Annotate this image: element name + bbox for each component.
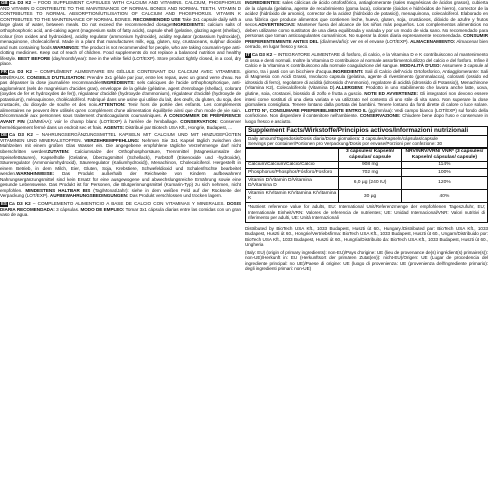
section-heading: INGRÉDIENTS:	[102, 80, 135, 86]
label-section-gb	[0, 0, 241, 67]
language-flag-badge: IT	[246, 51, 250, 57]
section-heading: ALMACENAMIENTO:	[410, 38, 456, 44]
facts-cell-amount: 702 mg	[339, 169, 401, 177]
section-body: Tomar 3x1 cápsula diarias entre las comidas con un gran vaso de agua.	[0, 206, 242, 218]
section-heading: INGREDIENTI:	[332, 68, 364, 74]
section-heading: BEST BEFORE	[17, 55, 51, 61]
section-body: The product is not recommended for people, who are taking coumarin-type anti-clotting medicines. Keep out of reach of children. Food supplements do not replace a balanced nutrition and healthy lifestyle.	[0, 44, 241, 61]
section-heading: ADVERTENCIAS:	[258, 22, 296, 28]
section-heading: CONSERVATION:	[180, 118, 218, 124]
language-flag-badge: FR	[1, 68, 7, 74]
facts-cell-nrv: 40%	[401, 190, 487, 203]
section-heading: MODO DE EMPLEO:	[80, 206, 125, 212]
label-section-text	[245, 0, 488, 50]
section-body: (gg/mm/aa): Vedi campo bianco (LOT/EXP) sul fondo della confezione. Non disperdere il contenitore nell'ambiente.	[245, 107, 488, 119]
facts-cell-nrv: 114%	[401, 161, 487, 169]
section-body: Prodotto in uno stabilimento che lavora anche latte, uova, glutine, soia, crostacei, biossido di zolfo e frutta a guscio.	[245, 85, 488, 96]
section-heading: AGENTS:	[103, 124, 125, 130]
section-heading: AUFBEWAHRUNGSBEDINGUNGEN:	[49, 193, 129, 199]
section-heading: VERZEHREMPFEHLUNG:	[84, 137, 140, 143]
facts-header-amount: 3 capsules/ Kapseln/ cápsulas/ capsule	[339, 148, 401, 161]
section-heading: NOTE ED AVVERTENZE:	[364, 91, 419, 96]
section-heading: WARNHINWEISE:	[16, 171, 55, 177]
product-name: Ca D3 K2	[8, 68, 32, 74]
facts-cell-nrv: 120%	[401, 177, 487, 190]
facts-cell-amount: 6,0 µg (240 IU)	[339, 177, 401, 190]
facts-grid	[246, 148, 487, 203]
section-heading: ZUTATEN:	[47, 148, 70, 154]
section-intro-text: – COMPLEMENTO ALIMENTICIO A BASE DE CALCIO CON VITAMINAS Y MINERALES.	[30, 200, 227, 206]
facts-cell-nrv: 100%	[401, 169, 487, 177]
section-body: sales cálcicas de ácido ortofosfórico, antiaglomerante (sales magnésicas de ácidos grasos), cubierta de la cápsula (gelatina, agente de recubrimiento (goma laca), colorante (óxidos e hidróxidos de hierro), corrector de la acidez (hidróxido de amonio), corrector de la acidez (hidróxido de potasio)), menaquinona, colecalciferol. Elaborado en una fábrica que produce alimentos que contienen leche, huevo, gluten, soja, crustáceos, dióxido de azufre y frutos secos.	[245, 0, 488, 28]
section-intro-text: – COMPLÉMENT ALIMENTAIRE EN GÉLULE CONTENANT DU CALCIUM AVEC VITAMINES. MINÉRAUX.	[0, 68, 242, 80]
section-body: calcium salts of orthophosphoric acid, anti-caking agent (magnesium salts of fatty acids), capsule shell (gelatine, glazing agent (shellac), colour (iron oxides and hydroxides), acidity regulator (ammonium hydroxide), acidity regulator (potassium hydroxide)), menaquinone, cholecalciferol. Made in a plant that manufactures milk, egg, gluten, soy, crustaceans, sulphur dioxide and nuts containing foods.	[0, 22, 241, 50]
section-intro-text: – NAHRUNGSERGÄNZUNGSMITTEL KAPSELN MIT CALCIUM UND MIT HINZUGEFÜGTEN VITAMINEN UND MINERALSTOFFEN.	[0, 132, 242, 143]
label-section-it	[245, 52, 488, 124]
facts-cell-name: Vitamin D/Vitamin D/Vitamina D/Vitamina D	[246, 177, 339, 190]
section-body: Chiudere bene dopo l'uso e conservare in luogo fresco e asciutto.	[245, 113, 488, 124]
language-flag-badge: DE	[1, 132, 8, 138]
facts-header-nrv: NRV/NRV/VRN/ VNR* (3 capsules/ Kapseln/ cápsulas/ capsule)	[401, 148, 487, 161]
section-intro-text: – INTEGRATORE ALIMENTARE di fosforo, di calcio, e la Vitamina D e K contribuiscono al mantenimento di ossa e denti normali. Inoltre la Vitamina D contribuisce al normale assorbimento/utilizzo del calcio e del fosforo. Infine il Calcio e la Vitamina K contribuiscono alla normale coagulazione del sangue.	[245, 51, 488, 69]
facts-row	[246, 190, 487, 203]
section-body: (día/mes/año): ver en el envase (LOT/EXP).	[318, 38, 411, 44]
section-body: Assumere 3 capsule al giorno, tra i pasti con un bicchiere d'acqua.	[245, 63, 488, 74]
section-body: Mantener fuera del alcance de los niños más pequeños. Los complementos alimenticios no deben utilizarse como sustitutos de una dieta equilibrada y variada y por un modo de vida sano. No recomendado para personas que toman anticoagulantes cumarínicos. No superar la dosis diaria expresamente recomendada.	[245, 22, 488, 39]
section-heading: ALLERGENI:	[335, 85, 364, 91]
right-bottom-sections	[245, 226, 488, 272]
section-body: (JJ/MM/AA): voir le champ blanc (LOT/EXP) à l'arrière de l'emballage.	[24, 118, 181, 124]
section-heading: WARNINGS:	[52, 44, 80, 50]
facts-cell-amount: 30 µg	[339, 190, 401, 203]
section-body: Nehmen Sie 3x1 Kapsel täglich zwischen den Mahlzeiten mit einem großen Glas Wasser ein. Die angegebene empfohlene tägliche Verzehrmenge darf nicht überschritten werden!	[0, 137, 241, 154]
section-body: (Tag/Monat/Jahr): siehe in dem weißen Feld auf der Rückseite der Verpackung (LOT/EXP).	[0, 187, 241, 199]
label-section-text	[245, 226, 488, 248]
section-body: Tenir hors de portée des enfants. Les compléments alimentaires ne peuvent être utilisés qu'en complément d'une alimentation équilibrée ainsi que d'un mode de vie sain. Décommandé aux personnes sous traitement d'anticoagulants coumariniques.	[0, 102, 241, 119]
facts-rows	[246, 161, 487, 202]
section-body: (day/month/year): See in the white field (LOT/EXP). Store product tightly closed, in a cool, dry place.	[0, 55, 241, 67]
section-body: Distribué par Biotech USA Kft., Hongrie, Budapest, ...	[124, 124, 233, 130]
section-body: Gli integratori non devono essere intesi come sostituti di una dieta variata e va utilizzato nel contesto di uno stile di vita sano. Non superare la dose giornaliera consigliata. Tenere lontano dalla portata dei bambini. Tenere lontano da fonti dirette di calore o luce solare.	[245, 91, 488, 108]
section-body: Conserver hermétiquement fermé dans un endroit sec et frais.	[0, 118, 242, 130]
section-heading: RECOMMENDED USE	[133, 16, 181, 22]
facts-row	[246, 161, 487, 169]
section-heading: INGREDIENTS:	[172, 22, 206, 28]
section-heading: LOTTO N°, CONSUMARE PREFERIBILMENTE ENTRO IL	[245, 107, 367, 113]
section-body: Prendre 3x1 gélule par jour, entre les repas, avec un grand verre d'eau. Ne pas dépasser la dose journalière recommandée!	[0, 74, 241, 86]
section-body: Calciumsalze der Orthophosphorsäure, Trennmittel (Magnesiumsalze der Speisefettsäuren), Kapselhülle (Gelatine, Überzugsmittel (Schellack), Farbstoff (Eisenoxide und -hydroxide), Säureregulator (Ammoniumhydroxid), Säureregulator (Kaliumhydroxid)), Menachinon, Cholecalciferol. Hergestellt in einem Betrieb, in dem Milch, Eier, Gluten, Soja, Krebstiere, Schwefeldioxid und Schalenfrüchte bearbeitet werden.	[0, 148, 241, 177]
label-section-fr	[0, 69, 241, 130]
language-flag-badge: GB	[1, 0, 8, 5]
facts-footnote: *Nutrient reference value for adults, EU: International Unit/Referenzmenge der empfohlenen Tageszufuhr, EU; Internationale Einheit/VRN: Valores de referencia de nutrientes; UE: Unidad Internacional/VNR: Valori nutritivi di riferimento per adulti, UE: Unità Internazionali	[248, 204, 485, 221]
section-heading: MODALITÀ D'USO:	[399, 63, 441, 69]
section-heading: CONSUMIR PREFERENTEMENTE ANTES DEL	[245, 33, 488, 44]
language-flag-badge: ES	[1, 200, 7, 206]
section-body: Das Produkt verschlossen und trocken lagern.	[128, 193, 223, 199]
facts-cell-amount: 908 mg	[339, 161, 401, 169]
section-heading: CONSEILS D'UTILISATION:	[26, 74, 86, 80]
section-body: Das Produkt außerhalb der Reichweite von Kindern aufbewahren! Nahrungsergänzungsmittel sind kein Ersatz für eine ausgewogene und abwechslungsreiche Ernährung sowie eine gesunde Lebensweise. Das Produkt ist für Personen, die Blutgerinnungsmittel (Kumarin-Typ) zu sich nehmen, nicht empfohlen.	[0, 171, 241, 193]
facts-cell-name: Phosphorus/Phosphor/Fósforo/Fosforo	[246, 169, 339, 177]
section-intro-text: (Italy: EU) (origin of primary ingredients): non-EU)/Pays d'origine: UE (lieu de provenance de(s) ingrédient(s) primaire(s)): non-UE)/Herkunft in: EU (Herkunftsort der primären Zutat(en)): nicht-EU)/Origen: UE (Lugar de procedencia del ingrediente principal: no UE)/Paese di origine: UE (luogo di provenienza: UE (provenienza dell'ingrediente primario): degli ingredienti primari: non-UE)	[245, 249, 488, 272]
section-heading: À CONSOMMER DE PRÉFÉRENCE AVANT FIN	[0, 113, 241, 124]
product-name: Ca D3 K2	[9, 132, 33, 138]
section-body: 3 cápsulas.	[54, 206, 81, 212]
section-body: Sali di Calcio dell'Acido Ortofosforico, Antiagglomerante: Sali di Magnesio con Acidi Grassi, Involucro capsula (gelatina, agente di rivestimento (gommalacca), coloranti (ossido ed idrossido di ferro), regolatore di acidità (idrossido d'Ammonio), regolatore di acidità (idrossido di Potassio)), Menachinone (Vitamina K2), Colecalciferolo (Vitamina D).	[245, 68, 488, 91]
right-top-sections	[245, 0, 488, 124]
facts-title: Supplement Facts/Wirkstoffe/Principios activos/Informazioni nutrizionali	[246, 127, 487, 136]
left-column	[0, 0, 241, 220]
product-name: Ca D3 K2	[251, 51, 273, 57]
supplement-facts-table	[245, 126, 488, 222]
facts-row	[246, 177, 487, 190]
product-name: Ca D3 K2	[9, 0, 32, 5]
section-body: sels calciques de l'acide orthophosphorique, anti-agglomérant (sels de magnésium d'acides gras), enveloppe de la gélule (gélatine, agent d'enrobage (shellac), colorant (oxydes de fer et hydroxydes de fer)), régulateur d'acidité (hydroxyde d'ammonium), régulateur d'acidité (hydroxyde de potassium)), ménaquinone, cholécalciférol. Fabriqué dans une usine qui utilise du lait, des œufs, du gluten, du soja, des crustacés, du dioxyde de soufre et des noix.	[0, 80, 241, 108]
label-section-es	[0, 201, 241, 218]
section-intro-text: Distributed by BioTech USA Kft., 1033 Budapest, Huszti út 60., Hungary./Distributed par: BioTech USA Kft., 1033 Budapest, Huszti út 60., Hongrie/Vertriebsfirma: BioTech USA Kft., 1033 Budapest, Huszti út 60., Ungarn/Distribuido por: BioTech USA Kft., 1033 Budapest, Huszti út 60., Hungría/Distribuito da: BioTech USA Kft., 1033 Budapest, Huszti út 60., Ungheria	[245, 225, 488, 248]
facts-cell-name: Calcium/Calcium/Calcio/Calcio	[246, 161, 339, 169]
label-section-text	[245, 250, 488, 272]
product-name: Ca D3 K2	[8, 200, 31, 206]
facts-daily-amount: Daily amount/Tagesdosis/Dosis diaria/Dose giornaliera: 3 capsules/Kapseln/cápsulas/capsule Servings per container/Portionen pro Verpackung/Dosis por envase/Porzioni per confezione: 30	[246, 136, 487, 148]
right-column	[245, 0, 488, 274]
section-heading: MINDESTENS HALTBAR BIS	[25, 187, 91, 193]
section-heading: ATTENTION:	[98, 102, 126, 108]
facts-row	[246, 169, 487, 177]
section-heading: CONSERVAZIONE:	[359, 113, 401, 119]
section-heading: DOSIS DIARIA RECOMENDADA:	[0, 200, 241, 212]
section-body: Take 3x1 capsule daily with a large glass of water, between meals. Do not exceed the recommended dosage!	[0, 16, 241, 28]
section-intro-text: – FOOD SUPPLEMENT CAPSULES WITH CALCIUM AND VITAMINS. CALCIUM, PHOSPHORUS AND VITAMIN D CONTRIBUTE TO THE MAINTENANCE OF NORMAL BONES AND NORMAL TEETH. VITAMIN D CONTRIBUTES TO NORMAL ABSORPTION/UTILISATION OF CALCIUM AND PHOSPHORUS. VITAMIN K CONTRIBUTES TO THE MAINTENANCE OF NORMAL BONES.	[0, 0, 241, 22]
section-body: Almacenar bien cerrado, en lugar fresco y seco.	[245, 38, 488, 50]
section-heading: INGREDIENTES:	[245, 0, 281, 5]
facts-header-blank	[246, 148, 339, 161]
label-section-de	[0, 132, 241, 199]
facts-cell-name: Vitamin K/Vitamin K/Vitamina K/Vitamina K	[246, 190, 339, 203]
